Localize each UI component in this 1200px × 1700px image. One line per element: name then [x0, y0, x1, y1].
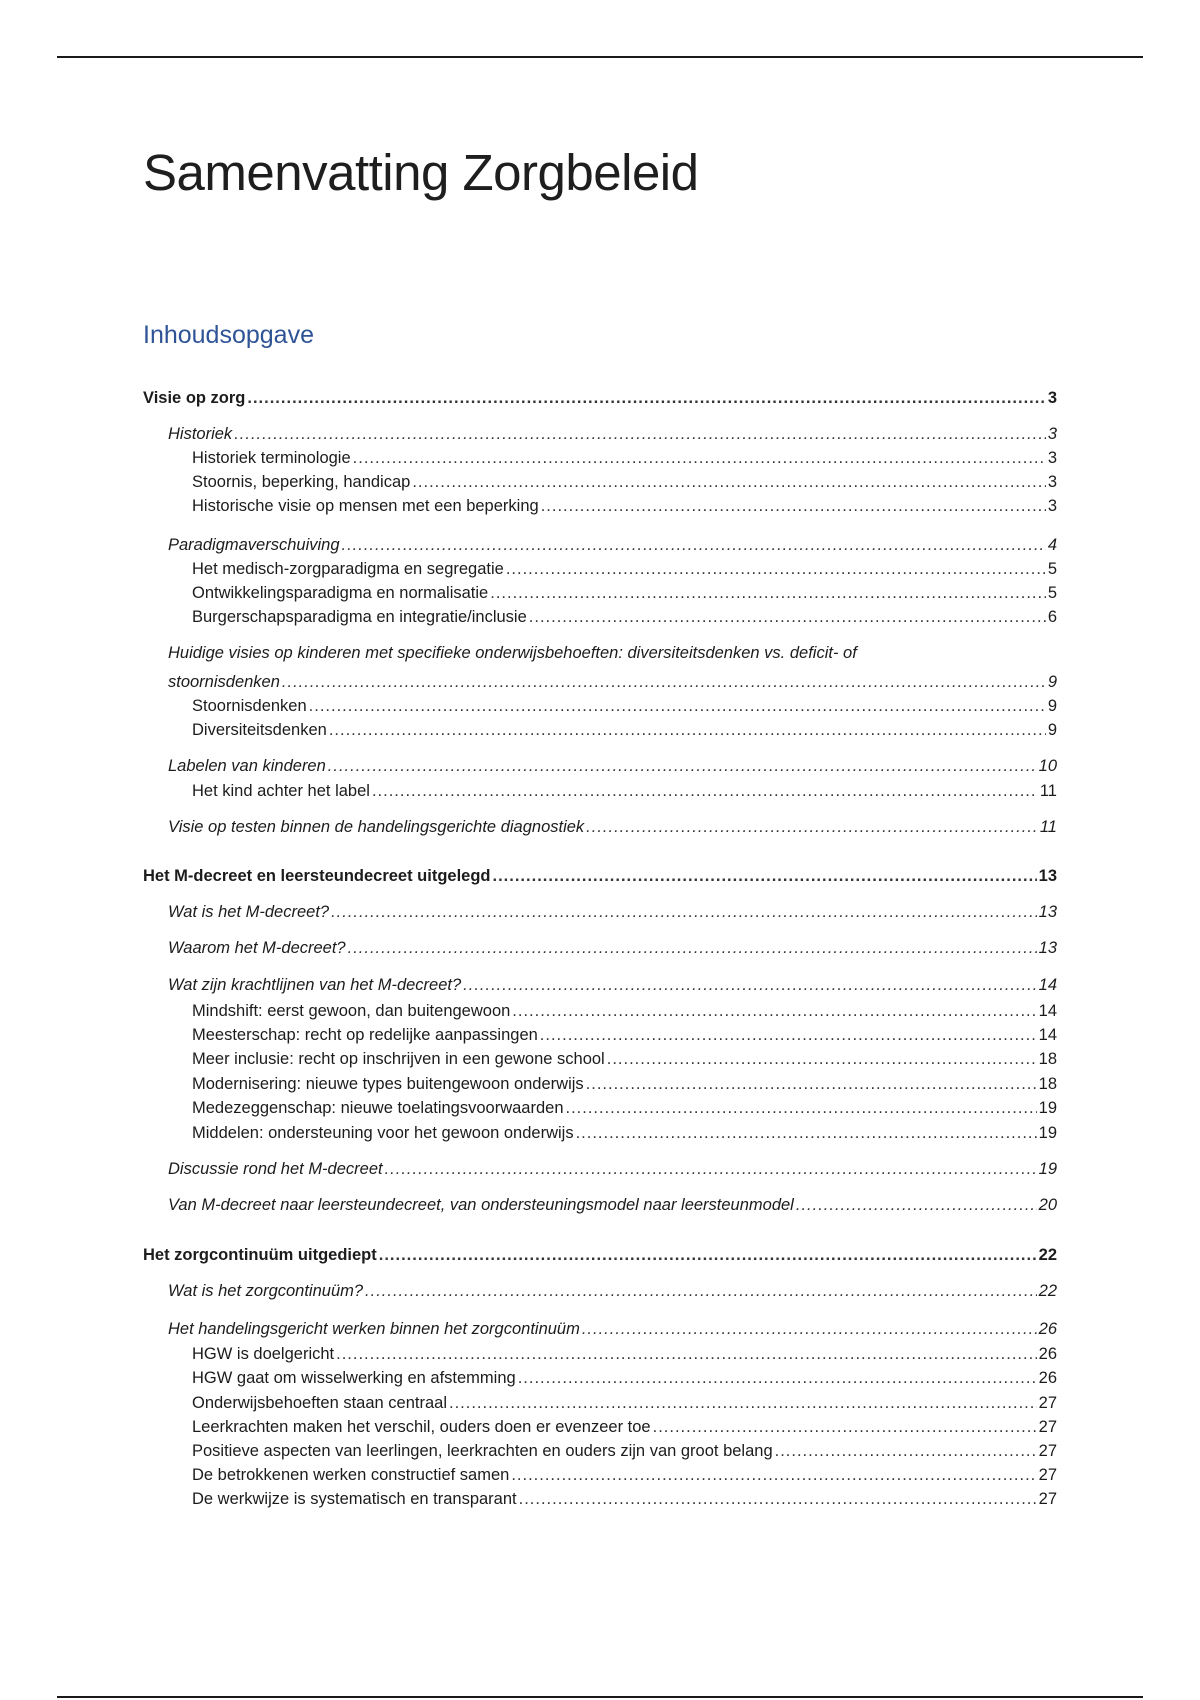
toc-entry-page: 3 [1047, 497, 1057, 515]
toc-entry[interactable] [143, 694, 1057, 716]
toc-entry-page: 26 [1038, 1345, 1057, 1363]
toc-entry-page: 27 [1038, 1490, 1057, 1508]
toc-entry-title: Historiek terminologie [192, 449, 351, 467]
toc-entry-title: Labelen van kinderen [168, 757, 326, 775]
toc-entry-title: HGW is doelgericht [192, 1345, 335, 1363]
toc-entry-title-line1[interactable]: Huidige visies op kinderen met specifieke onderwijsbehoeften: diversiteitsdenken vs. deficit- of [168, 644, 857, 662]
toc-entry[interactable] [143, 605, 1057, 627]
toc-entry[interactable] [143, 446, 1057, 468]
toc-entry-page: 18 [1038, 1075, 1057, 1093]
toc-entry-page: 9 [1047, 673, 1057, 691]
toc-entry[interactable] [143, 1366, 1057, 1388]
toc-entry-page: 27 [1038, 1418, 1057, 1436]
toc-entry-page: 22 [1038, 1282, 1057, 1300]
toc-entry-title: Visie op zorg [143, 389, 246, 407]
document-title: Samenvatting Zorgbeleid [143, 144, 699, 201]
toc-entry-title: Waarom het M-decreet? [168, 939, 346, 957]
toc-entry[interactable] [143, 973, 1057, 995]
toc-entry[interactable] [143, 1415, 1057, 1437]
toc-entry-title: Burgerschapsparadigma en integratie/inclusie [192, 608, 527, 626]
toc-entry[interactable] [143, 557, 1057, 579]
toc-entry-title: Middelen: ondersteuning voor het gewoon onderwijs [192, 1124, 574, 1142]
toc-entry-page: 5 [1047, 584, 1057, 602]
toc-entry[interactable] [143, 1279, 1057, 1301]
toc-entry[interactable] [143, 1317, 1057, 1339]
toc-entry-page: 13 [1038, 939, 1057, 957]
toc-entry-title: Het handelingsgericht werken binnen het zorgcontinuüm [168, 1320, 580, 1338]
toc-entry-page: 5 [1047, 560, 1057, 578]
toc-entry[interactable] [143, 1047, 1057, 1069]
toc-entry-title: Visie op testen binnen de handelingsgerichte diagnostiek [168, 818, 585, 836]
toc-entry-title: Diversiteitsdenken [192, 721, 327, 739]
toc-entry[interactable] [143, 1243, 1057, 1265]
toc-entry[interactable] [143, 1391, 1057, 1413]
toc-entry[interactable] [143, 1439, 1057, 1461]
toc-entry-title: Het zorgcontinuüm uitgediept [143, 1246, 377, 1264]
toc-entry-page: 11 [1039, 782, 1057, 800]
toc-entry-page: 9 [1047, 721, 1057, 739]
toc-entry[interactable] [143, 1157, 1057, 1179]
toc-entry[interactable] [143, 1342, 1057, 1364]
toc-entry[interactable] [143, 1023, 1057, 1045]
toc-entry[interactable] [143, 864, 1057, 886]
toc-entry-title: Het kind achter het label [192, 782, 370, 800]
toc-entry-title: Van M-decreet naar leersteundecreet, van ondersteuningsmodel naar leersteunmodel [168, 1196, 794, 1214]
toc-entry-page: 14 [1038, 1026, 1057, 1044]
toc-entry[interactable] [143, 670, 1057, 692]
toc-entry-title: Medezeggenschap: nieuwe toelatingsvoorwaarden [192, 1099, 564, 1117]
toc-entry-page: 6 [1047, 608, 1057, 626]
toc-entry-title: De werkwijze is systematisch en transparant [192, 1490, 517, 1508]
toc-entry-page: 27 [1038, 1466, 1057, 1484]
toc-entry[interactable] [143, 1463, 1057, 1485]
toc-entry-title: Ontwikkelingsparadigma en normalisatie [192, 584, 489, 602]
toc-entry-page: 3 [1047, 449, 1057, 467]
toc-entry-title: HGW gaat om wisselwerking en afstemming [192, 1369, 516, 1387]
footer-rule [57, 1696, 1143, 1698]
toc-entry-title: Discussie rond het M-decreet [168, 1160, 383, 1178]
toc-entry-title: Paradigmaverschuiving [168, 536, 340, 554]
toc-entry[interactable] [143, 815, 1057, 837]
toc-entry[interactable] [143, 533, 1057, 555]
toc-entry-title: Positieve aspecten van leerlingen, leerkrachten en ouders zijn van groot belang [192, 1442, 773, 1460]
toc-entry-title: Historiek [168, 425, 233, 443]
toc-entry-page: 19 [1038, 1160, 1057, 1178]
toc-entry-title: Meer inclusie: recht op inschrijven in een gewone school [192, 1050, 605, 1068]
toc-entry-title: Onderwijsbehoeften staan centraal [192, 1394, 447, 1412]
toc-entry-page: 26 [1038, 1369, 1057, 1387]
toc-entry[interactable] [143, 581, 1057, 603]
toc-entry-title: Meesterschap: recht op redelijke aanpassingen [192, 1026, 538, 1044]
toc-entry-page: 13 [1038, 867, 1057, 885]
toc-entry[interactable] [143, 900, 1057, 922]
toc-entry-title: Leerkrachten maken het verschil, ouders doen er evenzeer toe [192, 1418, 651, 1436]
toc-entry-title: Historische visie op mensen met een beperking [192, 497, 539, 515]
toc-entry-page: 26 [1038, 1320, 1057, 1338]
toc-entry-page: 13 [1038, 903, 1057, 921]
toc-entry-page: 19 [1038, 1099, 1057, 1117]
toc-entry-page: 18 [1038, 1050, 1057, 1068]
toc-entry-page: 9 [1047, 697, 1057, 715]
toc-entry[interactable] [143, 754, 1057, 776]
toc-entry-page: 11 [1039, 818, 1057, 836]
toc-entry-title: Modernisering: nieuwe types buitengewoon onderwijs [192, 1075, 584, 1093]
toc-entry-page: 4 [1047, 536, 1057, 554]
toc-entry-title: stoornisdenken [168, 673, 280, 691]
toc-entry-title: Wat zijn krachtlijnen van het M-decreet? [168, 976, 462, 994]
toc-entry[interactable] [143, 999, 1057, 1021]
toc-entry-page: 14 [1038, 1002, 1057, 1020]
toc-entry-title: Mindshift: eerst gewoon, dan buitengewoon [192, 1002, 511, 1020]
toc-entry-title: Het M-decreet en leersteundecreet uitgelegd [143, 867, 491, 885]
toc-entry[interactable] [143, 779, 1057, 801]
toc-entry-page: 22 [1038, 1246, 1057, 1264]
toc-entry[interactable] [143, 494, 1057, 516]
toc-entry-title: Wat is het zorgcontinuüm? [168, 1282, 364, 1300]
toc-entry-page: 3 [1047, 473, 1057, 491]
toc-entry-title: Het medisch-zorgparadigma en segregatie [192, 560, 504, 578]
toc-entry[interactable] [143, 422, 1057, 444]
toc-entry-title: Wat is het M-decreet? [168, 903, 330, 921]
header-rule [57, 56, 1143, 58]
toc-entry-page: 20 [1038, 1196, 1057, 1214]
toc-entry-title: De betrokkenen werken constructief samen [192, 1466, 510, 1484]
toc-entry[interactable] [143, 936, 1057, 958]
toc-entry-page: 3 [1047, 389, 1057, 407]
toc-entry-page: 14 [1038, 976, 1057, 994]
toc-entry-page: 10 [1038, 757, 1057, 775]
toc-entry-page: 27 [1038, 1442, 1057, 1460]
toc-entry[interactable] [143, 1121, 1057, 1143]
toc-entry-page: 27 [1038, 1394, 1057, 1412]
toc-entry[interactable] [143, 386, 1057, 408]
toc-entry-title: Stoornis, beperking, handicap [192, 473, 411, 491]
toc-entry[interactable] [143, 1193, 1057, 1215]
toc-entry[interactable] [143, 1072, 1057, 1094]
toc-entry[interactable] [143, 1487, 1057, 1509]
toc-heading: Inhoudsopgave [143, 321, 314, 349]
toc-entry-title: Stoornisdenken [192, 697, 307, 715]
toc-entry-page: 19 [1038, 1124, 1057, 1142]
toc-entry-page: 3 [1047, 425, 1057, 443]
toc-entry[interactable] [143, 718, 1057, 740]
toc-entry[interactable] [143, 1096, 1057, 1118]
toc-entry[interactable] [143, 470, 1057, 492]
